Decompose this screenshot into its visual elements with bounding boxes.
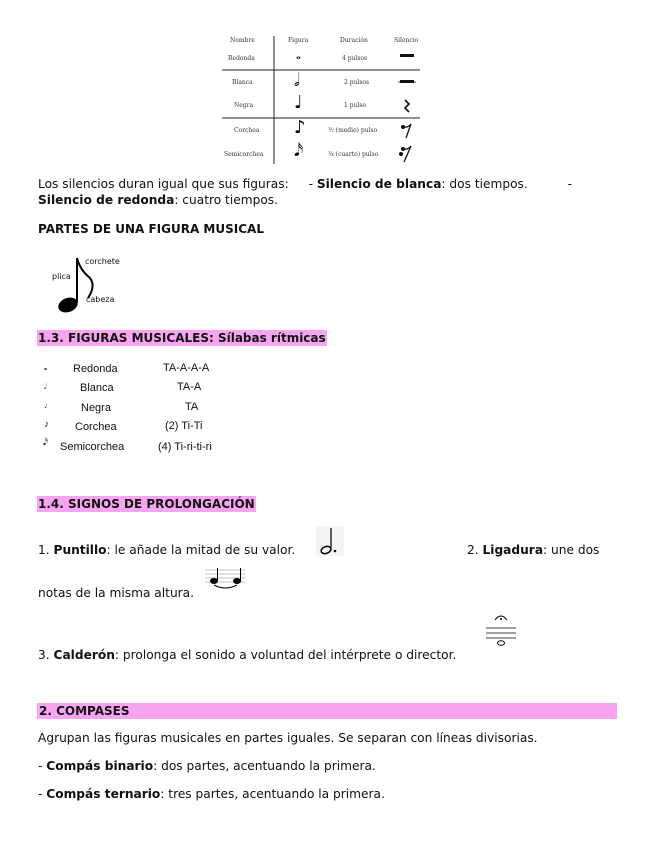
section-2-title-bar (37, 703, 617, 719)
syllable-name: Blanca (80, 382, 114, 394)
syllable-name: Corchea (75, 421, 117, 433)
note-parts-diagram (46, 252, 136, 318)
calderon-label: Calderón (53, 648, 115, 662)
table-row-name: Corchea (234, 127, 260, 134)
quarter-note-icon: ♩ (294, 92, 303, 113)
compas-ternario-line: - Compás ternario: tres partes, acentuando la primera. (38, 787, 385, 801)
whole-note-icon: 𝅝 (296, 48, 301, 62)
section-2-title: 2. COMPASES (39, 704, 130, 718)
parts-title: PARTES DE UNA FIGURA MUSICAL (38, 222, 264, 236)
half-rest-icon (400, 80, 414, 83)
silences-intro: Los silencios duran igual que sus figuras: (38, 177, 289, 191)
table-row-duration: ½ (medio) pulso (328, 127, 378, 134)
compas-binario-line: - Compás binario: dos partes, acentuando la primera. (38, 759, 376, 773)
half-note-icon: 𝅗𝅥 (294, 70, 300, 91)
table-row-duration: ¼ (cuarto) pulso (328, 151, 379, 158)
calderon-text: : prolonga el sonido a voluntad del intérprete o director. (114, 648, 457, 662)
calderon-line: 3. Calderón: prolonga el sonido a voluntad del intérprete o director. (38, 648, 457, 662)
compas-ternario-label: Compás ternario (46, 787, 161, 801)
syllable-name: Redonda (73, 363, 118, 375)
label-corchete: corchete (85, 257, 120, 266)
silences-line-2 (38, 193, 278, 207)
table-row-duration: 1 pulso (344, 102, 367, 109)
quarter-rest-icon (405, 100, 409, 112)
fermata-icon (484, 610, 518, 650)
syllable-name: Negra (81, 402, 111, 414)
sixteenth-note-icon: 𝅘𝅥𝅯 (294, 140, 304, 161)
dotted-half-note-icon (316, 526, 344, 556)
table-row-duration: 2 pulsos (344, 79, 370, 86)
table-header-rest: Silencio (394, 37, 419, 44)
silence-redonda-text: : cuatro tiempos. (174, 193, 279, 207)
silences-line-1: Los silencios duran igual que sus figuras: - Silencio de blanca: dos tiempos. - (38, 177, 573, 191)
eighth-note-icon: ♪ (294, 117, 306, 138)
puntillo-text: : le añade la mitad de su valor. (106, 543, 296, 557)
silence-blanca-label: Silencio de blanca (316, 177, 442, 191)
ligadura-continuation: notas de la misma altura. (38, 586, 195, 600)
ligadura-label: Ligadura (482, 543, 544, 557)
figures-table (222, 34, 420, 166)
compas-binario-text: : dos partes, acentuando la primera. (153, 759, 376, 773)
ligadura-text: : une dos (543, 543, 600, 557)
silence-redonda-label: Silencio de redonda (38, 193, 175, 207)
quarter-note-icon: ♩ (44, 401, 52, 410)
whole-note-icon: 𝅝 (44, 363, 48, 372)
eighth-note-icon: ♪ (44, 419, 49, 430)
syllables-list (40, 360, 260, 460)
label-cabeza: cabeza (86, 295, 115, 304)
syllable-value: TA-A (177, 381, 202, 393)
tie-icon (205, 567, 245, 591)
compases-intro: Agrupan las figuras musicales en partes iguales. Se separan con líneas divisorias. (38, 731, 538, 745)
section-1-4-title: 1.4. SIGNOS DE PROLONGACIÓN (38, 497, 255, 511)
syllable-value: TA (185, 401, 199, 413)
compas-ternario-text: : tres partes, acentuando la primera. (160, 787, 385, 801)
table-row-name: Semicorchea (224, 151, 264, 158)
puntillo-label: Puntillo (53, 543, 107, 557)
eighth-rest-icon (401, 124, 411, 138)
table-row-name: Negra (234, 102, 254, 109)
syllable-value: (2) Ti-Ti (165, 420, 203, 432)
compas-binario-label: Compás binario (46, 759, 154, 773)
syllable-value: (4) Ti-ri-ti-ri (158, 441, 212, 453)
table-header-figure: Figura (288, 37, 309, 44)
table-row-name: Blanca (232, 79, 253, 86)
ligadura-line: 2. Ligadura: une dos (467, 543, 600, 557)
half-note-icon: 𝅗𝅥 (44, 382, 47, 391)
syllable-name: Semicorchea (60, 441, 125, 453)
sixteenth-rest-icon (399, 146, 411, 162)
table-grid (222, 34, 420, 166)
table-row-duration: 4 pulsos (342, 55, 368, 62)
sixteenth-note-icon: 𝅘𝅥𝅯 (43, 437, 49, 448)
silence-blanca-text: : dos tiempos. (441, 177, 528, 191)
label-plica: plica (52, 272, 71, 281)
table-header-name: Nombre (230, 37, 255, 44)
section-1-3-title: 1.3. FIGURAS MUSICALES: Sílabas rítmicas (38, 331, 326, 345)
syllable-value: TA-A-A-A (163, 362, 210, 374)
whole-rest-icon (400, 54, 414, 57)
puntillo-line: 1. Puntillo: le añade la mitad de su valor. (38, 543, 296, 557)
table-header-duration: Duración (340, 37, 368, 44)
table-row-name: Redonda (228, 55, 255, 62)
